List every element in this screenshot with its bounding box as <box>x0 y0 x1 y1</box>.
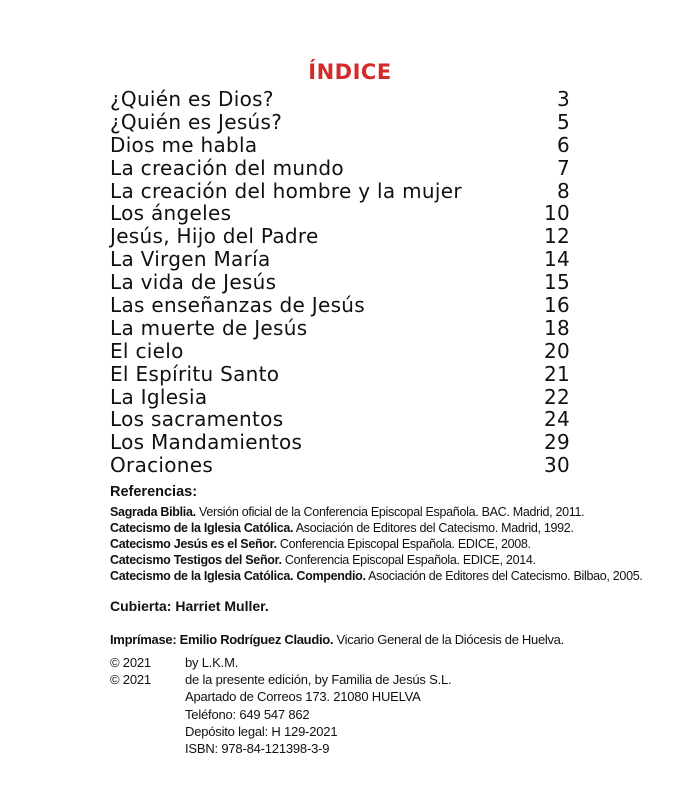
toc-entry-page: 21 <box>543 361 570 386</box>
reference-details: Asociación de Editores del Catecismo. Bilbao, 2005. <box>365 569 643 583</box>
toc-entry <box>110 454 570 477</box>
toc-entry-title: Los sacramentos <box>110 407 284 432</box>
toc-entry-title: Jesús, Hijo del Padre <box>110 224 319 249</box>
copyright-text: by L.K.M. <box>185 655 239 670</box>
toc-entry-page: 5 <box>556 109 570 134</box>
toc-entry-title: Los ángeles <box>110 201 232 226</box>
table-of-contents <box>110 88 570 477</box>
references-heading: Referencias: <box>110 484 198 500</box>
reference-title: Catecismo de la Iglesia Católica. <box>110 521 294 535</box>
reference-details: Asociación de Editores del Catecismo. Madrid, 1992. <box>293 521 574 535</box>
reference-item <box>110 504 680 520</box>
toc-entry-page: 6 <box>556 132 570 157</box>
toc-entry-page: 20 <box>543 338 570 363</box>
toc-entry-title: La vida de Jesús <box>110 270 277 295</box>
toc-entry-title: ¿Quién es Dios? <box>110 87 274 111</box>
toc-entry-title: Los Mandamientos <box>110 430 303 455</box>
toc-entry <box>110 363 570 386</box>
toc-entry <box>110 157 570 180</box>
toc-entry-page: 14 <box>543 247 570 272</box>
copyright-text: Teléfono: 649 547 862 <box>185 706 310 722</box>
toc-entry-page: 8 <box>556 178 570 203</box>
copyright-text: de la presente edición, by Familia de Jesús S.L. <box>185 672 452 688</box>
copyright-text: Apartado de Correos 173. 21080 HUELVA <box>185 689 421 705</box>
reference-item <box>110 552 680 568</box>
toc-entry <box>110 88 570 111</box>
reference-details: Conferencia Episcopal Española. EDICE, 2008. <box>276 537 531 551</box>
toc-entry-page: 3 <box>556 87 570 111</box>
toc-entry <box>110 294 570 317</box>
toc-entry <box>110 408 570 431</box>
toc-entry <box>110 431 570 454</box>
copyright-year: © 2021 <box>110 672 151 688</box>
imprimatur-name: Imprímase: Emilio Rodríguez Claudio. <box>110 632 334 647</box>
toc-entry-title: El Espíritu Santo <box>110 361 280 386</box>
imprimatur <box>110 632 564 647</box>
toc-entry-page: 16 <box>543 293 570 318</box>
cover-credit: Cubierta: Harriet Muller. <box>110 598 269 614</box>
toc-entry-title: Las enseñanzas de Jesús <box>110 293 365 318</box>
toc-entry-title: El cielo <box>110 338 184 363</box>
copyright-text: Depósito legal: H 129-2021 <box>185 723 338 739</box>
toc-entry-page: 24 <box>543 407 570 432</box>
index-title: ÍNDICE <box>308 60 392 84</box>
imprimatur-details: Vicario General de la Diócesis de Huelva. <box>333 632 564 647</box>
toc-entry <box>110 248 570 271</box>
toc-entry-title: Oraciones <box>110 453 214 478</box>
toc-entry-page: 7 <box>556 155 570 180</box>
toc-entry-title: La Iglesia <box>110 384 208 409</box>
toc-entry <box>110 386 570 409</box>
reference-item <box>110 568 680 584</box>
toc-entry-title: La creación del hombre y la mujer <box>110 178 462 203</box>
toc-entry-page: 22 <box>543 384 570 409</box>
toc-entry-page: 15 <box>543 270 570 295</box>
copyright-year: © 2021 <box>110 655 151 670</box>
toc-entry-page: 30 <box>543 453 570 478</box>
toc-entry-page: 18 <box>543 315 570 340</box>
toc-entry <box>110 111 570 134</box>
reference-item <box>110 536 680 552</box>
copyright-text: ISBN: 978-84-121398-3-9 <box>185 740 330 756</box>
toc-entry-title: La creación del mundo <box>110 155 344 180</box>
reference-title: Catecismo Testigos del Señor. <box>110 553 282 567</box>
reference-details: Conferencia Episcopal Española. EDICE, 2014. <box>281 553 536 567</box>
toc-entry-page: 12 <box>543 224 570 249</box>
toc-entry-title: La muerte de Jesús <box>110 315 308 340</box>
toc-entry-title: Dios me habla <box>110 132 258 157</box>
reference-title: Catecismo Jesús es el Señor. <box>110 537 277 551</box>
reference-title: Sagrada Biblia. <box>110 505 196 519</box>
toc-entry <box>110 134 570 157</box>
toc-entry-page: 10 <box>543 201 570 226</box>
toc-entry <box>110 202 570 225</box>
toc-entry <box>110 180 570 203</box>
toc-entry <box>110 340 570 363</box>
reference-item <box>110 520 680 536</box>
toc-entry <box>110 271 570 294</box>
toc-entry-title: ¿Quién es Jesús? <box>110 109 283 134</box>
references-section <box>110 484 680 584</box>
toc-entry-page: 29 <box>543 430 570 455</box>
toc-entry <box>110 225 570 248</box>
reference-title: Catecismo de la Iglesia Católica. Compendio. <box>110 569 366 583</box>
toc-entry-title: La Virgen María <box>110 247 271 272</box>
reference-details: Versión oficial de la Conferencia Episcopal Española. BAC. Madrid, 2011. <box>195 505 585 519</box>
toc-entry <box>110 317 570 340</box>
